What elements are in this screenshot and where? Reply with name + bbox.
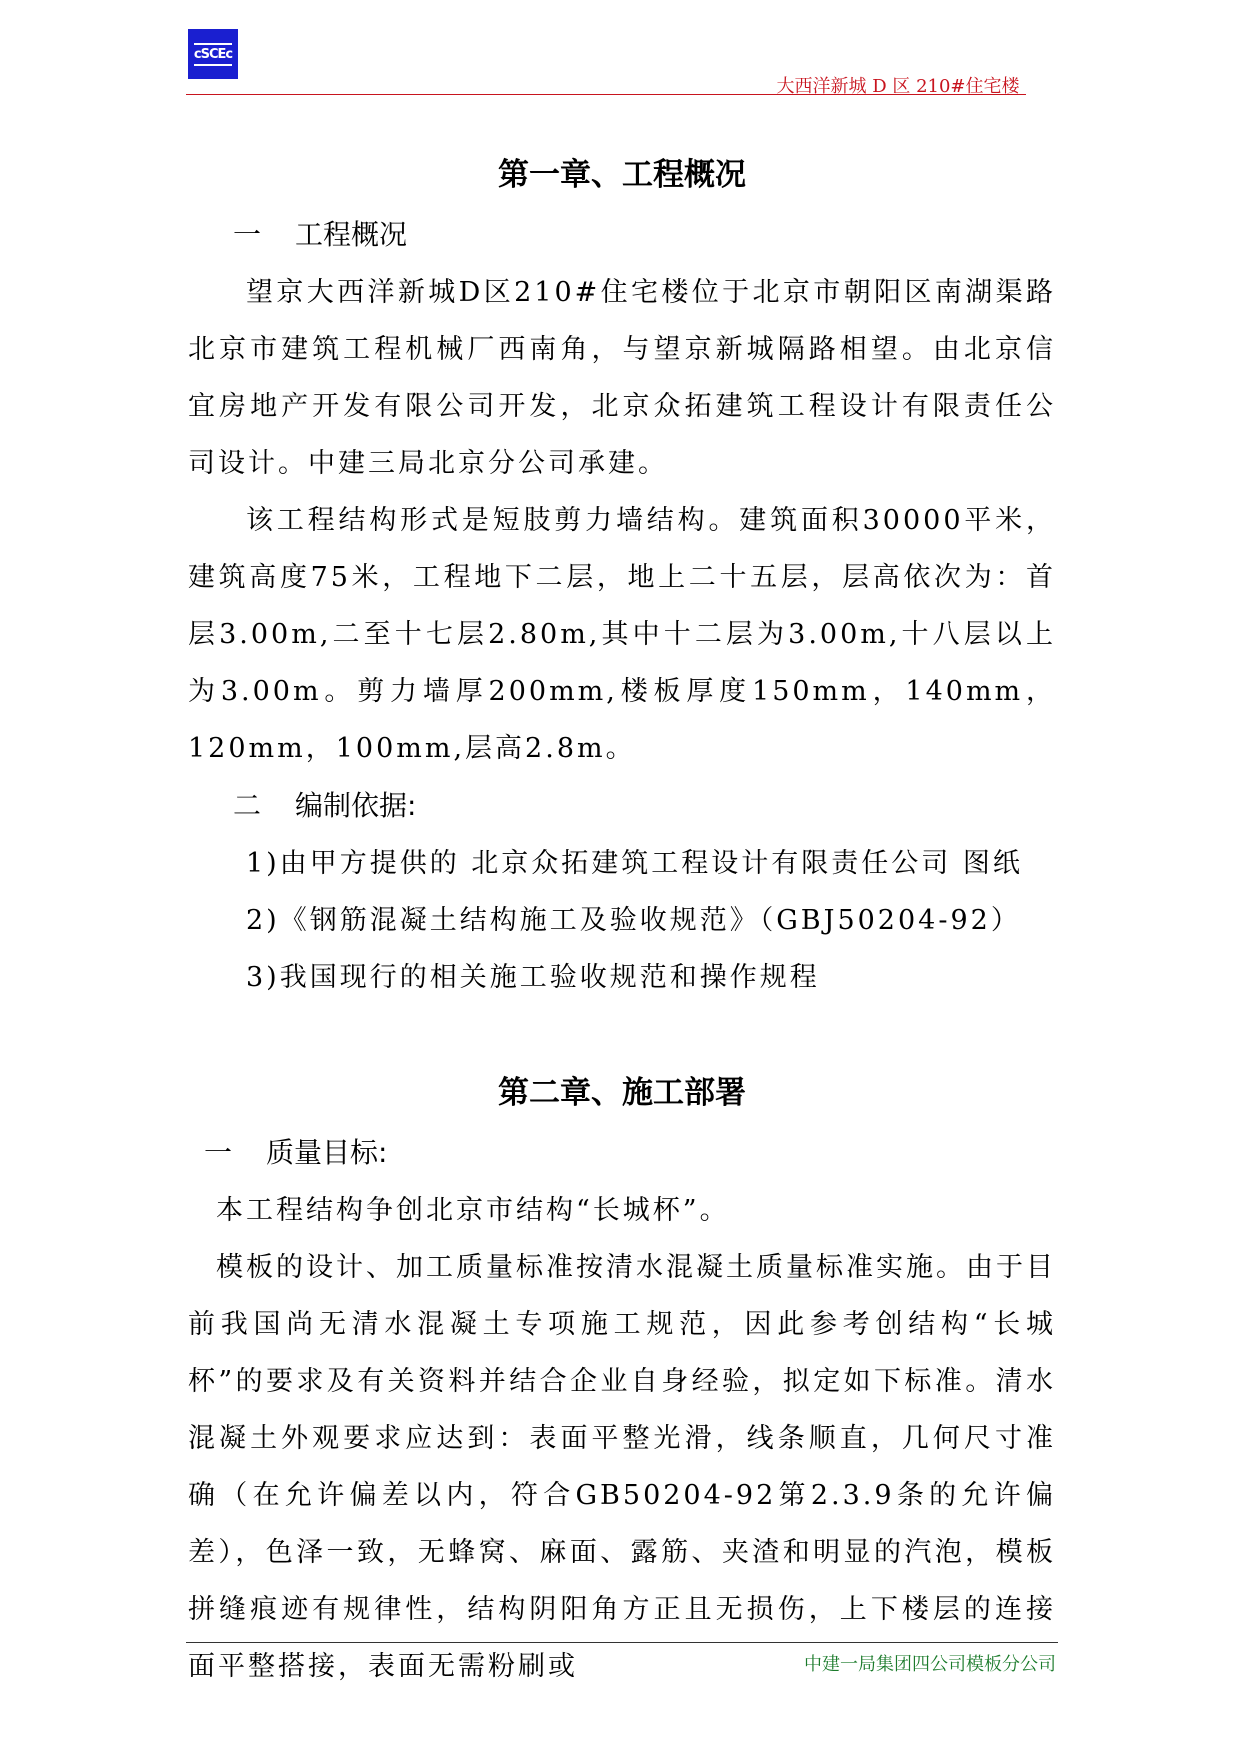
section-number: 一: [204, 1136, 233, 1169]
chapter-1-title: 第一章、工程概况: [498, 157, 746, 193]
section-title: 编制依据:: [295, 789, 417, 822]
document-body: [188, 144, 1056, 1695]
header-project-title: 大西洋新城 D 区 210#住宅楼: [776, 76, 1020, 97]
section-overview-heading: [188, 206, 1056, 264]
section-quality-heading: [188, 1124, 1056, 1182]
footer-company: 中建一局集团四公司模板分公司: [804, 1654, 1056, 1675]
quality-paragraph-2: 模板的设计、加工质量标准按清水混凝土质量标准实施。由于目前我国尚无清水混凝土专项施工规范，因此参考创结构“长城杯”的要求及有关资料并结合企业自身经验，拟定如下标准。清水混凝土外观要求应达到：表面平整光滑，线条顺直，几何尺寸准确（在允许偏差以内，符合GB50204-92第2.3.9条的允许偏差），色泽一致，无蜂窝、麻面、露筋、夹渣和明显的汽泡，模板拼缝痕迹有规律性，结构阴阳角方正且无损伤，上下楼层的连接面平整搭接，表面无需粉刷或: [188, 1252, 1056, 1682]
logo-text: cSCEc: [194, 43, 232, 66]
basis-item-2: 2)《钢筋混凝土结构施工及验收规范》（GBJ50204-92）: [246, 905, 1021, 936]
section-basis-heading: [188, 777, 1056, 835]
basis-item-3: 3)我国现行的相关施工验收规范和操作规程: [246, 962, 820, 993]
section-title: 工程概况: [295, 218, 408, 251]
section-number: 一: [233, 218, 262, 251]
overview-paragraph-1: 望京大西洋新城D区210#住宅楼位于北京市朝阳区南湖渠路北京市建筑工程机械厂西南角，与望京新城隔路相望。由北京信宜房地产开发有限公司开发，北京众拓建筑工程设计有限责任公司设计。中建三局北京分公司承建。: [188, 277, 1056, 479]
section-number: 二: [233, 789, 262, 822]
basis-item-1: 1)由甲方提供的 北京众拓建筑工程设计有限责任公司 图纸: [246, 848, 1023, 879]
header-divider: [186, 94, 1026, 95]
chapter-2-title: 第二章、施工部署: [498, 1075, 746, 1111]
company-logo: [188, 29, 238, 79]
quality-paragraph-1: 本工程结构争创北京市结构“长城杯”。: [216, 1195, 730, 1226]
footer-divider: [186, 1642, 1058, 1643]
section-title: 质量目标:: [266, 1136, 388, 1169]
overview-paragraph-2: 该工程结构形式是短肢剪力墙结构。建筑面积30000平米，建筑高度75米，工程地下二层，地上二十五层，层高依次为：首层3.00m,二至十七层2.80m,其中十二层为3.00m,十八层以上为3.00m。剪力墙厚200mm,楼板厚度150mm，140mm，120mm，100mm,层高2.8m。: [188, 505, 1056, 764]
